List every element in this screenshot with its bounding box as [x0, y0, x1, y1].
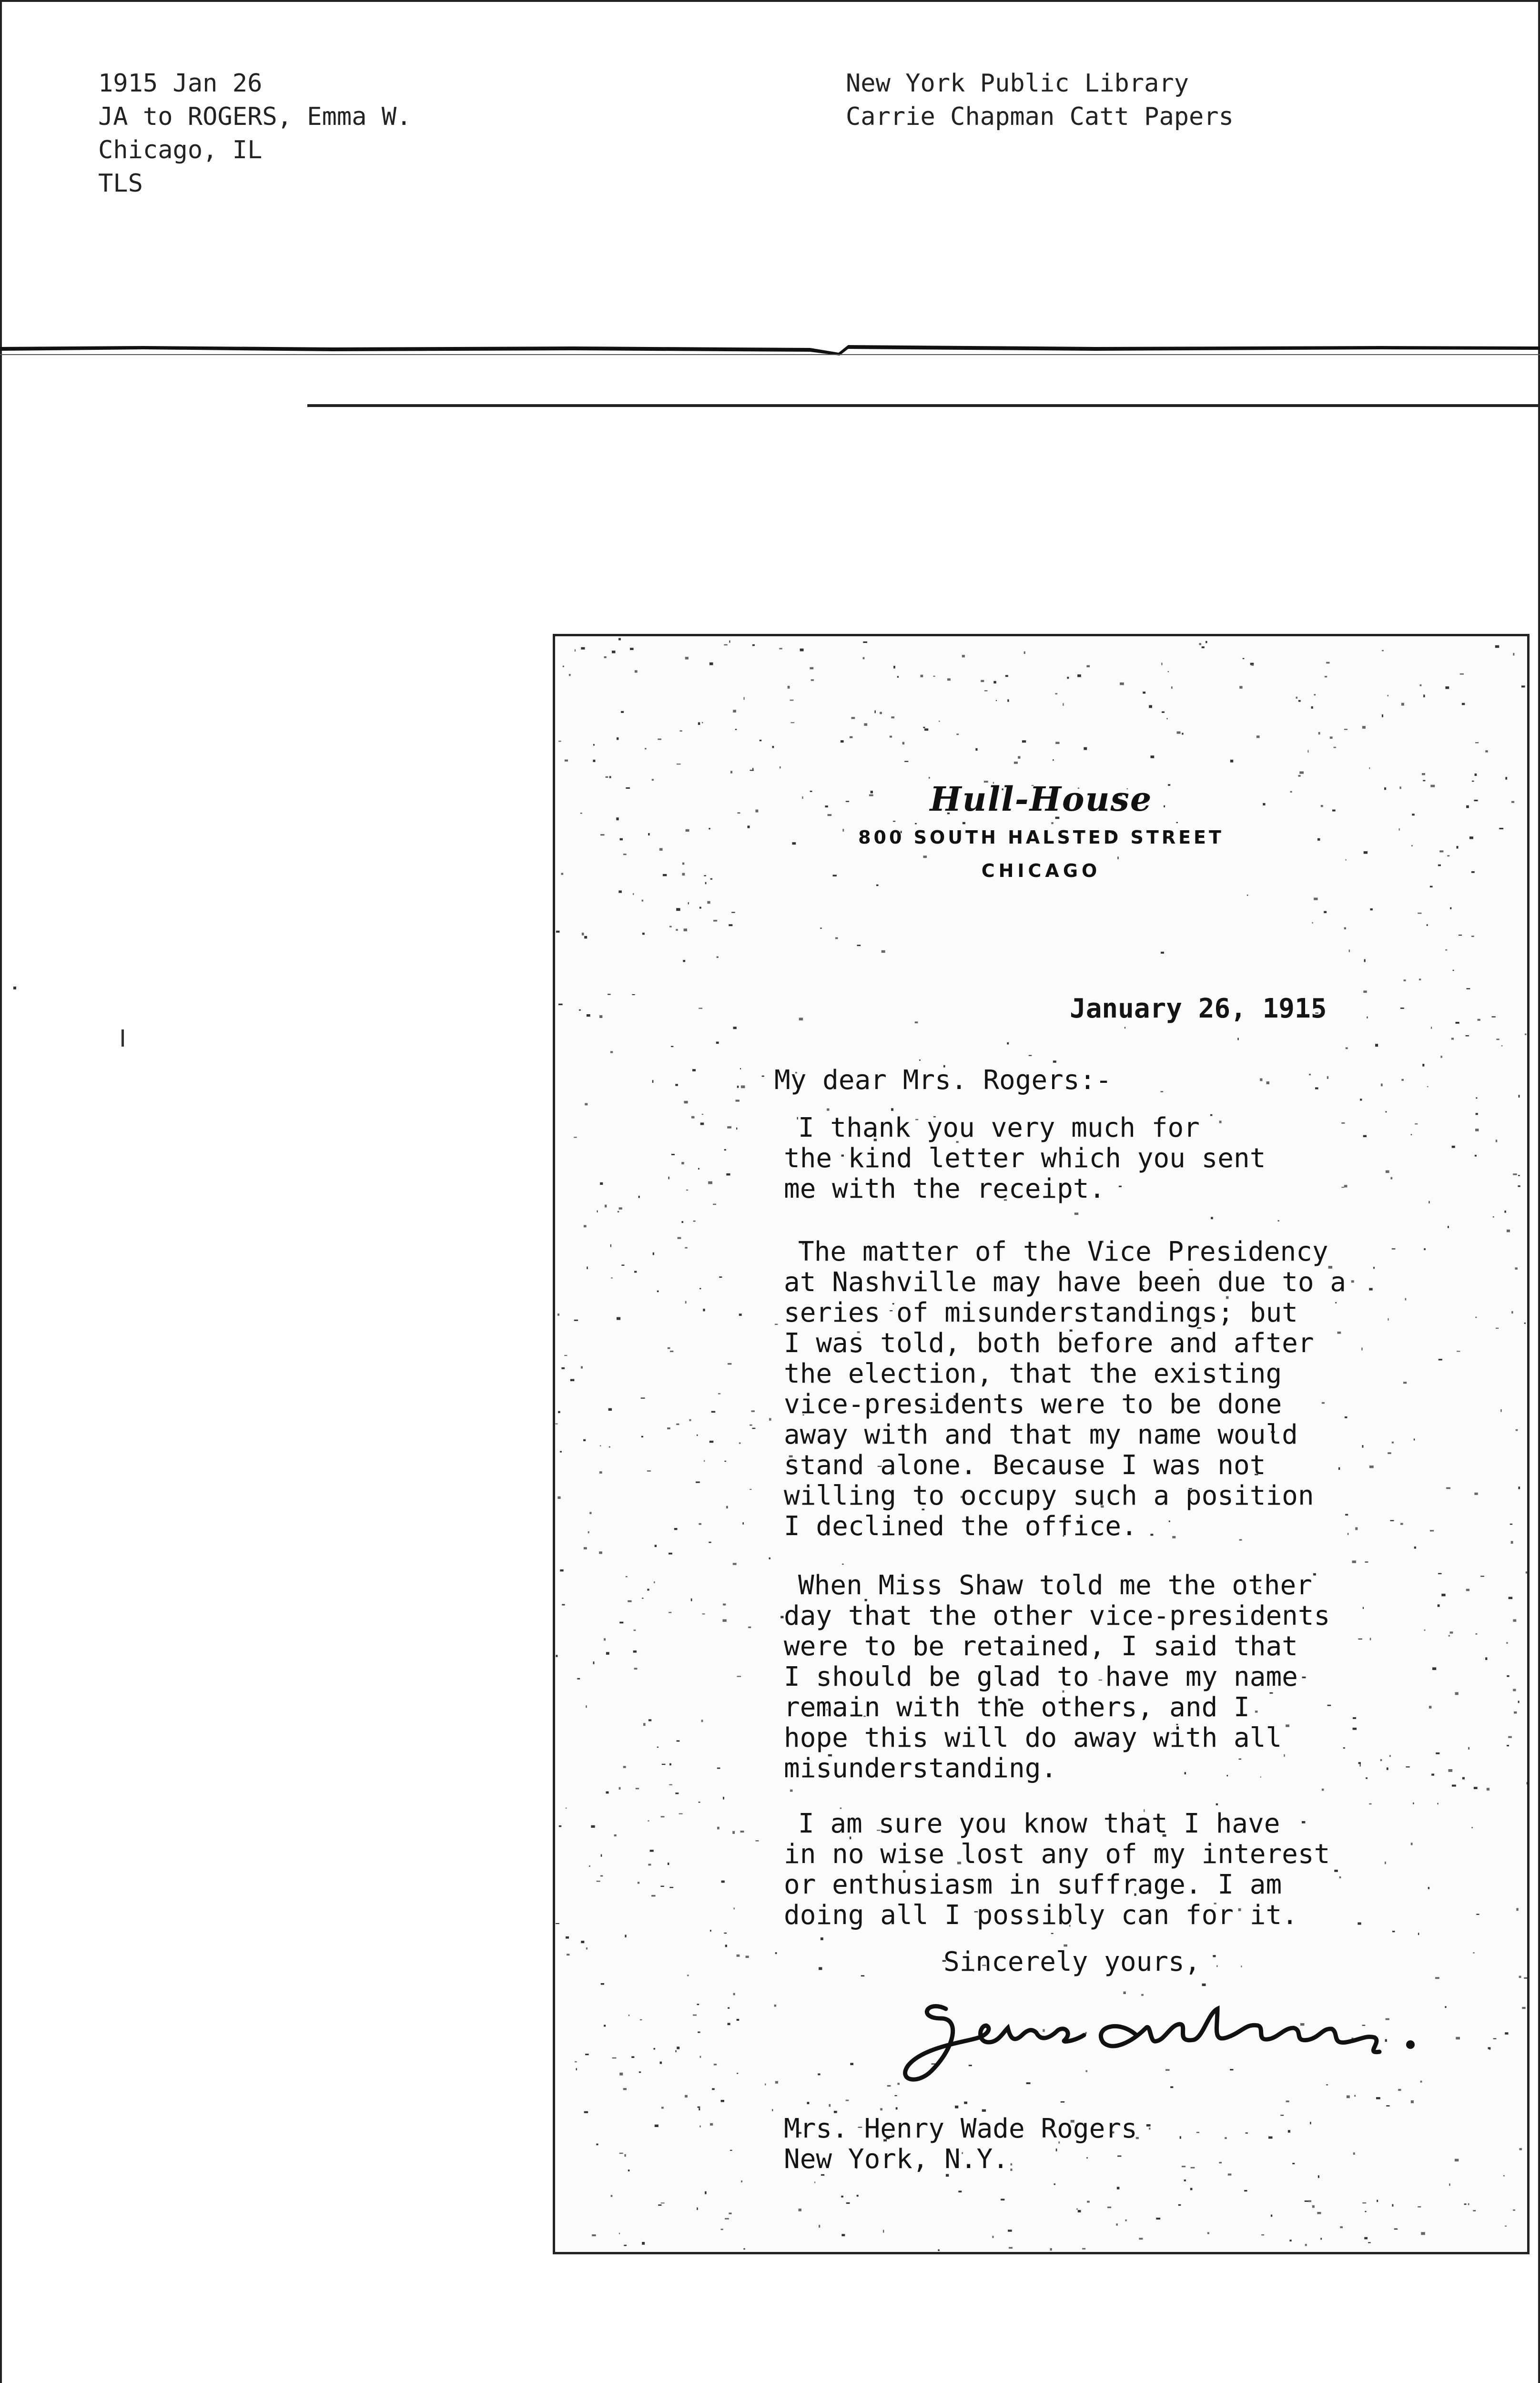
paragraph-line: misunderstanding. — [784, 1753, 1057, 1784]
paragraph-line: the election, that the existing — [784, 1358, 1282, 1389]
citation-doc-type: TLS — [98, 169, 143, 198]
cover-sheet-source — [846, 67, 1234, 133]
signature — [889, 1990, 1437, 2085]
letter-scan — [553, 634, 1530, 2254]
torn-paper-edge — [0, 334, 1540, 362]
closing: Sincerely yours, — [943, 1946, 1201, 1977]
paragraph-3 — [784, 1570, 1330, 1784]
stray-mark — [122, 1029, 124, 1047]
paragraph-line: me with the receipt. — [784, 1173, 1105, 1204]
paragraph-line: day that the other vice-presidents — [784, 1600, 1330, 1631]
paragraph-line: the kind letter which you sent — [784, 1143, 1266, 1174]
paragraph-line: at Nashville may have been due to a — [784, 1267, 1347, 1298]
horizontal-rule — [307, 404, 1540, 407]
paragraph-line: I was told, both before and after — [784, 1328, 1314, 1359]
letterhead-street: 800 SOUTH HALSTED STREET — [858, 827, 1224, 848]
cover-sheet-citation — [98, 67, 411, 200]
salutation: My dear Mrs. Rogers:- — [774, 1065, 1112, 1096]
paragraph-line: hope this will do away with all — [784, 1722, 1282, 1753]
paragraph-line: willing to occupy such a position — [784, 1480, 1314, 1511]
paragraph-4 — [784, 1808, 1330, 1931]
paragraph-line: vice-presidents were to be done — [784, 1389, 1282, 1420]
paragraph-line: I am sure you know that I have — [798, 1808, 1280, 1839]
paragraph-2 — [784, 1236, 1347, 1542]
addressee — [784, 2114, 1137, 2175]
paragraph-line: or enthusiasm in suffrage. I am — [784, 1869, 1282, 1900]
source-collection: Carrie Chapman Catt Papers — [846, 102, 1234, 131]
addressee-name: Mrs. Henry Wade Rogers — [784, 2113, 1137, 2144]
paragraph-line: When Miss Shaw told me the other — [798, 1570, 1312, 1601]
paragraph-line: I thank you very much for — [798, 1112, 1200, 1143]
paragraph-line: The matter of the Vice Presidency — [798, 1236, 1328, 1267]
letterhead-city: CHICAGO — [981, 860, 1101, 881]
paragraph-line: I declined the office. — [784, 1511, 1137, 1542]
paragraph-line: away with and that my name would — [784, 1419, 1298, 1450]
paragraph-line: stand alone. Because I was not — [784, 1450, 1266, 1481]
paragraph-line: series of misunderstandings; but — [784, 1297, 1298, 1328]
paragraph-line: remain with the others, and I — [784, 1692, 1250, 1723]
addressee-city: New York, N.Y. — [784, 2144, 1009, 2175]
citation-place: Chicago, IL — [98, 136, 263, 164]
source-repository: New York Public Library — [846, 69, 1189, 98]
paragraph-line: I should be glad to have my name — [784, 1661, 1298, 1692]
paragraph-line: doing all I possibly can for it. — [784, 1900, 1298, 1931]
letterhead-name: Hull-House — [930, 779, 1153, 819]
citation-date: 1915 Jan 26 — [98, 69, 263, 98]
paragraph-line: were to be retained, I said that — [784, 1631, 1298, 1662]
stray-mark — [13, 987, 16, 989]
citation-correspondents: JA to ROGERS, Emma W. — [98, 102, 412, 131]
letter-date: January 26, 1915 — [1070, 993, 1327, 1024]
paragraph-line: in no wise lost any of my interest — [784, 1839, 1330, 1870]
paragraph-1 — [784, 1112, 1266, 1204]
